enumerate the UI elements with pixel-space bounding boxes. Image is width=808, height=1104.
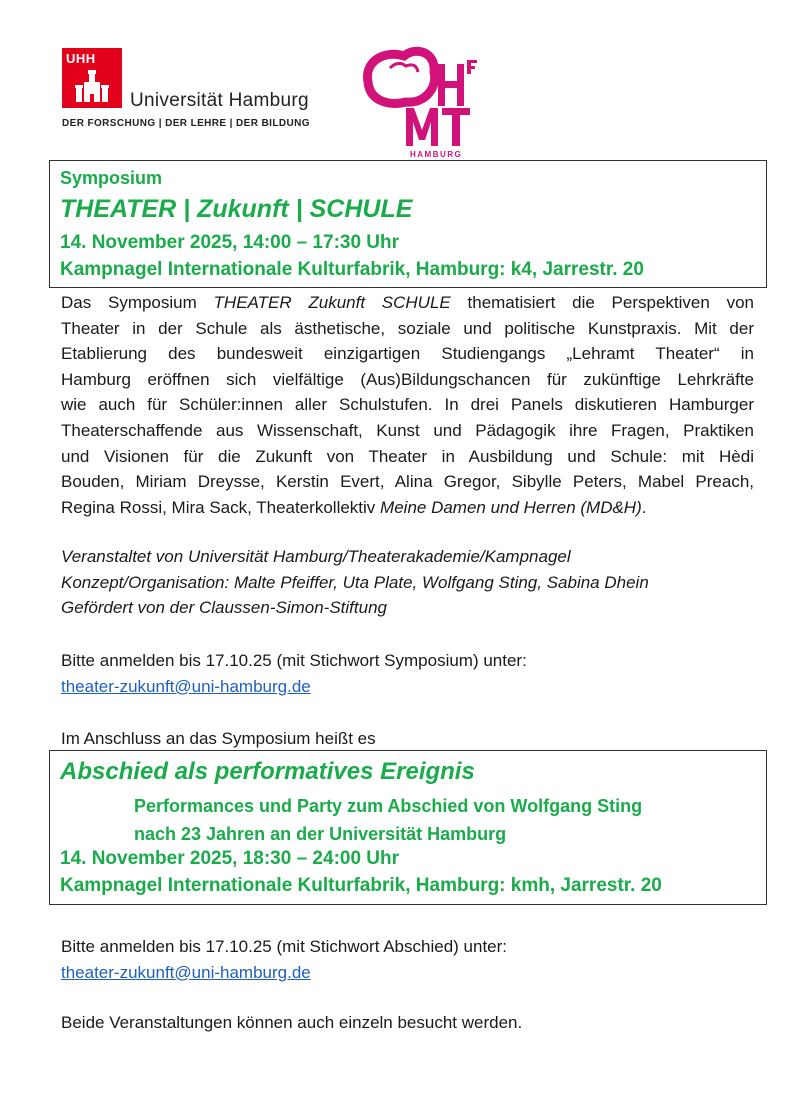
symposium-location: Kampnagel Internationale Kulturfabrik, Hamburg: k4, Jarrestr. 20 xyxy=(60,259,644,280)
organized-by: Veranstaltet von Universität Hamburg/Theaterakademie/Kampnagel xyxy=(61,547,571,566)
registration-text: Bitte anmelden bis 17.10.25 (mit Stichwort Abschied) unter: xyxy=(61,937,508,956)
concept-credits: Konzept/Organisation: Malte Pfeiffer, Uta Plate, Wolfgang Sting, Sabina Dhein xyxy=(61,572,649,592)
symposium-title: THEATER | Zukunft | SCHULE xyxy=(60,195,413,223)
farewell-subtitle xyxy=(134,792,642,848)
registration-farewell xyxy=(61,934,507,985)
description-line: wie auch für Schüler:innen aller Schulstufen. In drei Panels diskutieren Hamburger xyxy=(61,395,754,415)
farewell-subtitle-line: Performances und Party zum Abschied von Wolfgang Sting xyxy=(134,796,643,816)
description-paragraph xyxy=(61,290,754,520)
uhh-logo-text: UHH xyxy=(66,51,96,66)
description-line: und Visionen für die Zukunft von Theater in Ausbildung und Schule: mit Hèdi xyxy=(61,446,754,466)
description-line: Regina Rossi, Mira Sack, Theaterkollektiv Meine Damen und Herren (MD&H). xyxy=(61,497,647,517)
farewell-location: Kampnagel Internationale Kulturfabrik, Hamburg: kmh, Jarrestr. 20 xyxy=(60,875,662,896)
funded-by: Gefördert von der Claussen-Simon-Stiftung xyxy=(61,598,387,618)
uhh-tagline: DER FORSCHUNG | DER LEHRE | DER BILDUNG xyxy=(62,118,310,129)
registration-email-link[interactable]: theater-zukunft@uni-hamburg.de xyxy=(61,676,311,696)
organisation-block xyxy=(61,544,649,621)
closing-note: Beide Veranstaltungen können auch einzeln besucht werden. xyxy=(61,1013,523,1032)
description-line: Theaterschaffende aus Wissenschaft, Kunst und Pädagogik ihre Fragen, Praktiken xyxy=(61,420,754,440)
description-line: Das Symposium THEATER Zukunft SCHULE thematisiert die Perspektiven von xyxy=(61,293,754,312)
uhh-name: Universität Hamburg xyxy=(130,90,309,111)
registration-symposium xyxy=(61,648,527,699)
uhh-logo-mark xyxy=(62,48,122,108)
registration-text: Bitte anmelden bis 17.10.25 (mit Stichwort Symposium) unter: xyxy=(61,651,527,670)
hfmt-logo xyxy=(356,42,486,160)
castle-icon xyxy=(62,48,122,108)
registration-email-link[interactable]: theater-zukunft@uni-hamburg.de xyxy=(61,962,311,982)
description-line: Theater in der Schule als ästhetische, soziale und politische Kunstpraxis. Mit der xyxy=(61,318,754,338)
hfmt-label: HAMBURG xyxy=(410,150,463,159)
description-line: Hamburg eröffnen sich vielfältige (Aus)Bildungschancen für zukünftige Lehrkräfte xyxy=(61,369,754,389)
farewell-date: 14. November 2025, 18:30 – 24:00 Uhr xyxy=(60,848,400,869)
symposium-date: 14. November 2025, 14:00 – 17:30 Uhr xyxy=(60,232,400,253)
description-line: Etablierung des bundesweit einzigartigen Studiengangs „Lehramt Theater“ in xyxy=(61,344,754,364)
followup-text: Im Anschluss an das Symposium heißt es xyxy=(61,729,376,748)
farewell-title: Abschied als performatives Ereignis xyxy=(60,758,475,785)
farewell-subtitle-line: nach 23 Jahren an der Universität Hamburg xyxy=(134,824,507,844)
description-line: Bouden, Miriam Dreysse, Kerstin Evert, Alina Gregor, Sibylle Peters, Mabel Preach, xyxy=(61,472,754,492)
symposium-kicker: Symposium xyxy=(60,168,163,188)
